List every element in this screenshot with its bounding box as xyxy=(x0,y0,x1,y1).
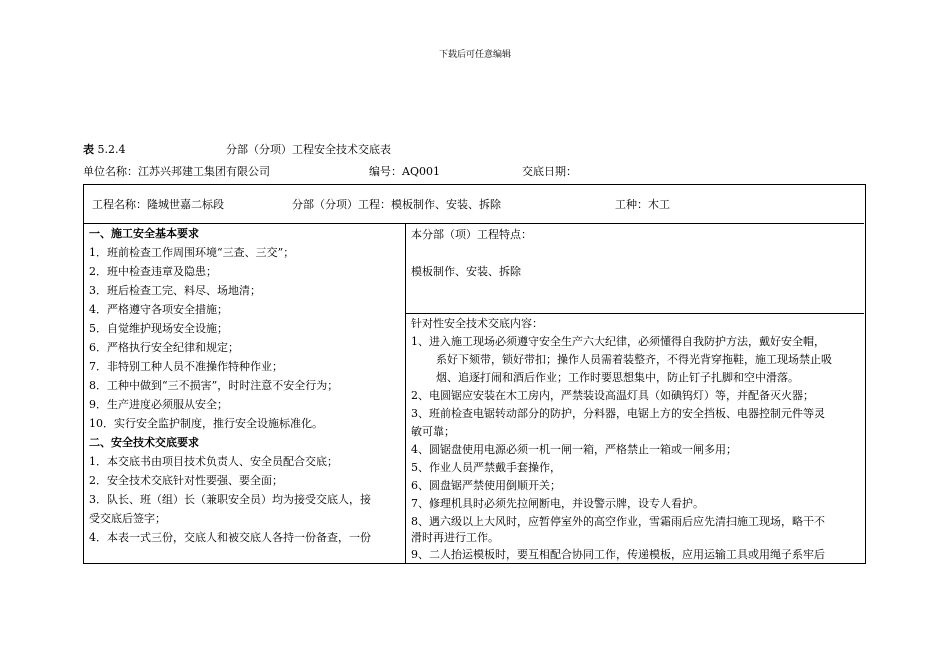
section2-item: 3．队长、班（组）长（兼职安全员）均为接受交底人，接 xyxy=(89,493,371,506)
section1-item: 8．工种中做到“三不损害”，时时注意不安全行为； xyxy=(89,379,339,392)
form-number-prefix: 表 xyxy=(83,143,94,156)
column-divider xyxy=(405,223,406,563)
trade-name: 工种：木工 xyxy=(615,198,670,211)
section1-item: 1．班前检查工作周围环境“三查、三交”； xyxy=(89,246,295,259)
content-line: 3、班前检查电锯转动部分的防护，分料器，电锯上方的安全挡板、电器控制元件等灵 xyxy=(411,407,825,420)
section2-item: 4．本表一式三份，交底人和被交底人各持一份备查，一份 xyxy=(89,531,371,544)
handover-date: 交底日期： xyxy=(522,165,577,178)
content-line: 烟、追逐打闹和酒后作业；工作时要思想集中，防止钉子扎脚和空中滑落。 xyxy=(436,371,799,384)
section2-item: 1．本交底书由项目技术负责人、安全员配合交底； xyxy=(89,455,338,468)
section1-item: 2．班中检查违章及隐患； xyxy=(89,265,217,278)
header-note: 下载后可任意编辑 xyxy=(438,50,511,60)
content-line: 6、圆盘锯严禁使用倒顺开关； xyxy=(411,479,561,492)
section1-title: 一、施工安全基本要求 xyxy=(89,227,199,240)
section1-item: 4．严格遵守各项安全措施； xyxy=(89,303,228,316)
features-value: 模板制作、安装、拆除 xyxy=(411,265,521,278)
unit-name: 单位名称：江苏兴邦建工集团有限公司 xyxy=(83,165,270,178)
content-line: 7、修理机具时必须先拉闸断电，并设警示牌，设专人看护。 xyxy=(411,497,704,510)
safety-table xyxy=(83,184,866,564)
content-line: 敏可靠； xyxy=(411,425,455,438)
form-title: 分部（分项）工程安全技术交底表 xyxy=(226,143,391,156)
section1-item: 7．非特别工种人员不准操作特种作业； xyxy=(89,360,283,373)
row-divider xyxy=(84,223,864,224)
features-label: 本分部（项）工程特点： xyxy=(411,228,532,241)
content-line: 8、遇六级以上大风时，应暂停室外的高空作业，雪霜雨后应先清扫施工现场，略干不 xyxy=(411,515,825,528)
section1-item: 6．严格执行安全纪律和规定； xyxy=(89,341,239,354)
section1-item: 5．自觉维护现场安全设施； xyxy=(89,322,228,335)
content-line: 滑时再进行工作。 xyxy=(411,531,499,544)
section2-item: 2．安全技术交底针对性要强、要全面； xyxy=(89,474,283,487)
content-line: 系好下颏带，锁好带扣；操作人员需着装整齐，不得光背穿拖鞋，施工现场禁止吸 xyxy=(436,353,832,366)
section1-item: 9．生产进度必须服从安全； xyxy=(89,398,228,411)
form-number xyxy=(83,141,126,157)
section1-item: 3．班后检查工完、料尽、场地清； xyxy=(89,284,261,297)
content-line: 4、圆锯盘使用电源必须一机一闸一箱，严格禁止一箱或一闸多用； xyxy=(411,443,737,456)
content-line: 5、作业人员严禁戴手套操作， xyxy=(411,461,561,474)
content-line: 2、电圆锯应安装在木工房内，严禁装设高温灯具（如碘钨灯）等，并配备灭火器； xyxy=(411,389,814,402)
project-name: 工程名称：隆城世嘉二标段 xyxy=(92,198,224,211)
form-number-value: 5.2.4 xyxy=(94,143,126,156)
section2-item: 受交底后签字； xyxy=(89,512,166,525)
code-number: 编号：AQ001 xyxy=(369,165,440,178)
section2-title: 二、安全技术交底要求 xyxy=(89,436,199,449)
content-label: 针对性安全技术交底内容： xyxy=(411,317,543,330)
subproject-name: 分部（分项）工程：模板制作、安装、拆除 xyxy=(292,198,501,211)
content-line: 9、二人抬运模板时，要互相配合协同工作，传递模板，应用运输工具或用绳子系牢后 xyxy=(411,548,825,561)
content-line: 1、进入施工现场必须遵守安全生产六大纪律，必须懂得自我防护方法，戴好安全帽， xyxy=(411,335,825,348)
section1-item: 10．实行安全监护制度，推行安全设施标准化。 xyxy=(89,417,323,430)
